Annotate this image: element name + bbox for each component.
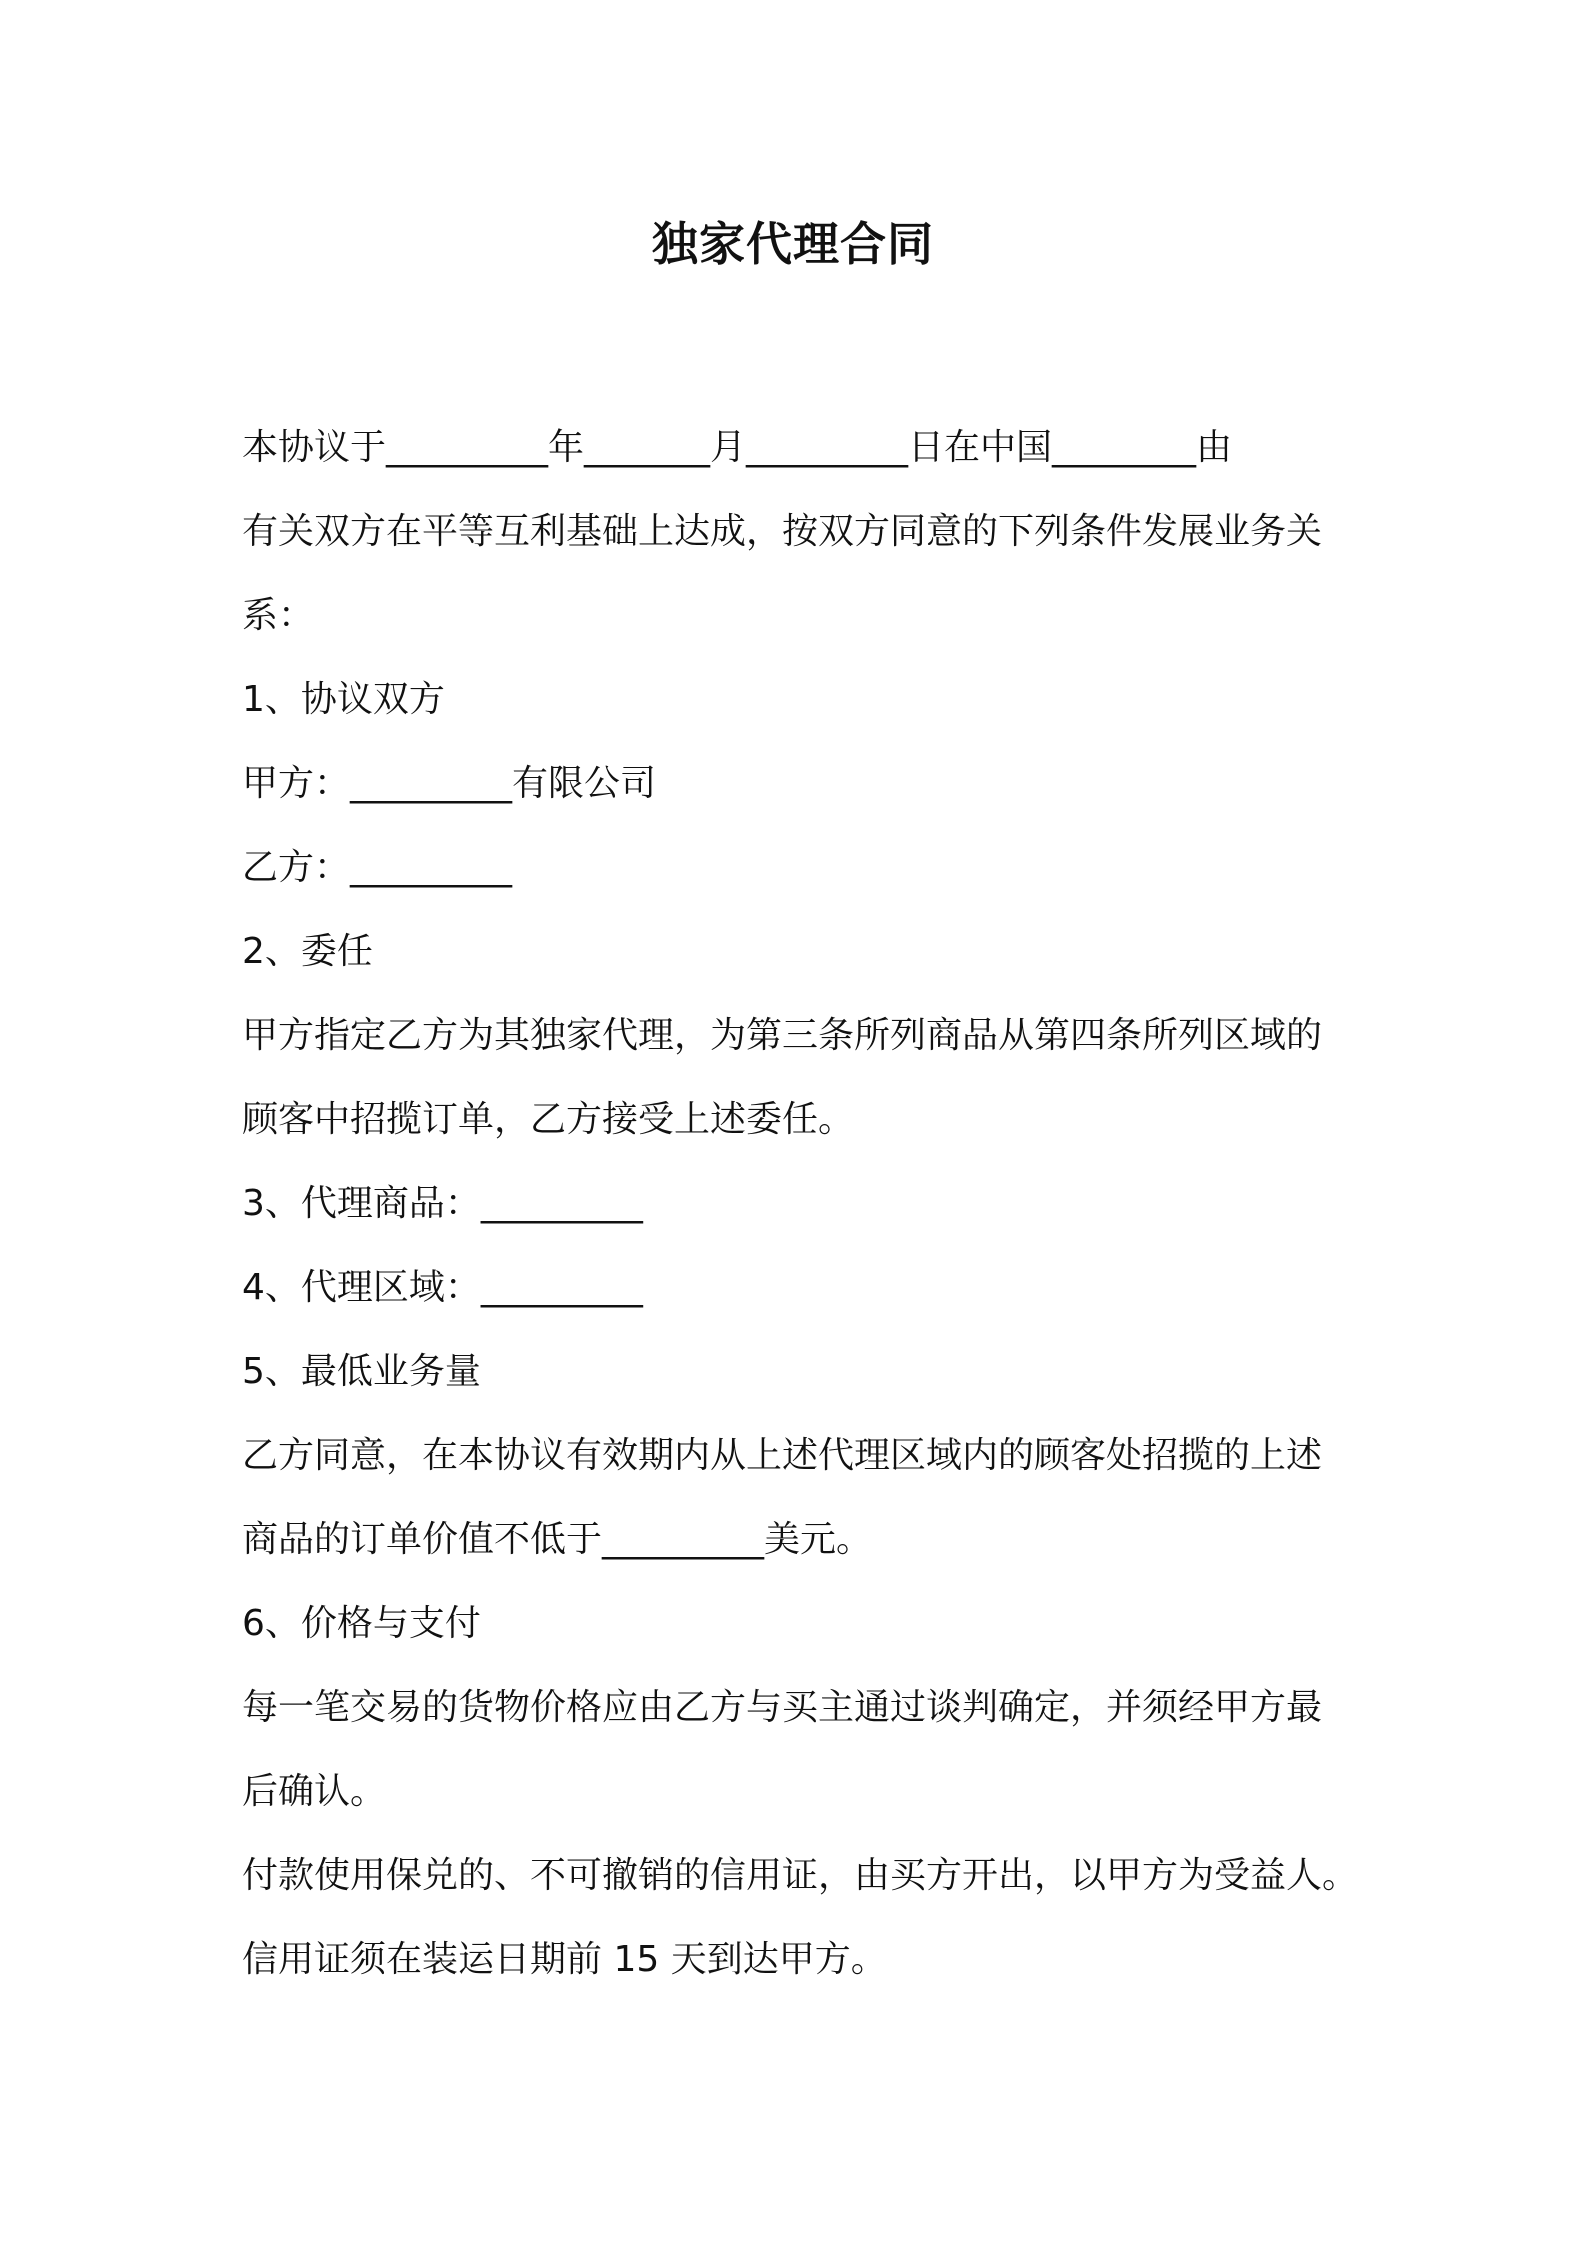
party-a-line: 甲方：_________有限公司 (242, 763, 657, 804)
section-2-heading: 2、委任 (242, 931, 373, 972)
section-1-heading: 1、协议双方 (242, 679, 445, 720)
party-b-line: 乙方：_________ (242, 847, 513, 888)
section-2-text-line-2: 顾客中招揽订单，乙方接受上述委任。 (242, 1099, 855, 1140)
section-5-text-line-2: 商品的订单价值不低于_________美元。 (242, 1519, 873, 1560)
section-6-text-line-2: 后确认。 (242, 1771, 387, 1812)
section-6-heading: 6、价格与支付 (242, 1603, 481, 1644)
document-title: 独家代理合同 (652, 217, 934, 271)
paragraph-intro-line-3: 系： (242, 595, 315, 636)
section-5-heading: 5、最低业务量 (242, 1351, 481, 1392)
section-2-text-line-1: 甲方指定乙方为其独家代理，为第三条所列商品从第四条所列区域的 (242, 1015, 1323, 1056)
section-5-text-line-1: 乙方同意，在本协议有效期内从上述代理区域内的顾客处招揽的上述 (242, 1435, 1323, 1476)
section-3-line: 3、代理商品：_________ (242, 1183, 643, 1224)
section-6-payment-line: 付款使用保兑的、不可撤销的信用证，由买方开出，以甲方为受益人。 (242, 1855, 1359, 1896)
paragraph-intro-line-2: 有关双方在平等互利基础上达成，按双方同意的下列条件发展业务关 (242, 511, 1323, 552)
section-6-text-line-1: 每一笔交易的货物价格应由乙方与买主通过谈判确定，并须经甲方最 (242, 1687, 1323, 1728)
paragraph-intro-line-1: 本协议于_________年_______月_________日在中国________由 (242, 427, 1233, 468)
section-6-credit-line: 信用证须在装运日期前 15 天到达甲方。 (242, 1939, 887, 1980)
section-4-line: 4、代理区域：_________ (242, 1267, 643, 1308)
document-body (242, 406, 1362, 2002)
